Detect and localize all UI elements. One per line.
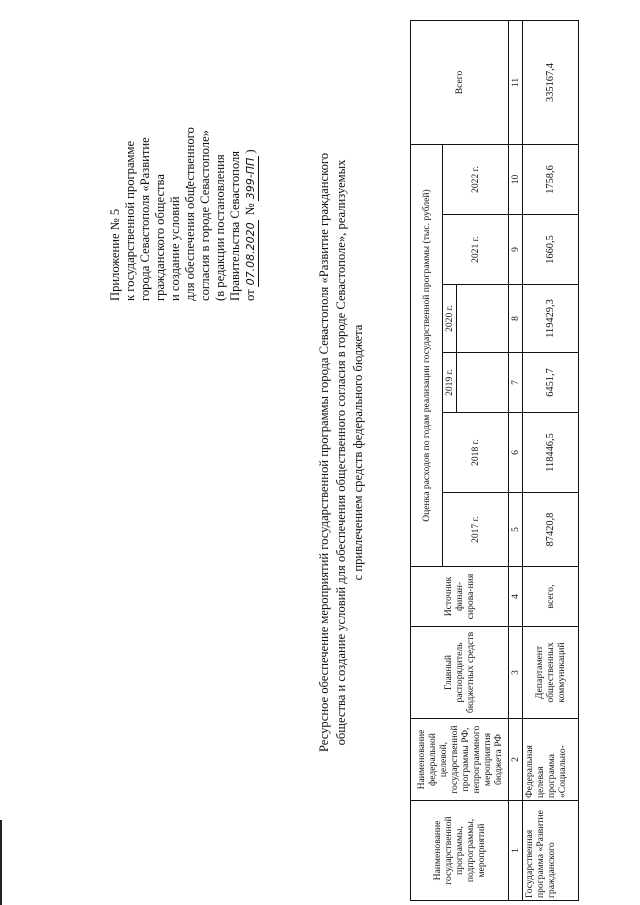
appendix-line: для обеспечения общественного xyxy=(183,127,197,301)
appendix-line: и создание условий xyxy=(168,196,182,301)
appendix-line: Правительства Севастополя xyxy=(228,150,242,301)
title-line: Ресурсное обеспечение мероприятий государственной программы города Севастополя «Развитие гражданского xyxy=(317,152,331,753)
appendix-line: (в редакции постановления xyxy=(213,154,227,301)
row-source: всего, xyxy=(523,567,579,627)
column-index: 7 xyxy=(509,353,523,413)
appendix-line: города Севастополя «Развитие xyxy=(138,137,152,301)
row-manager: Департамент общественных коммуникаций xyxy=(523,627,579,719)
column-index: 5 xyxy=(509,493,523,567)
from-prefix: от xyxy=(243,289,257,301)
column-index: 9 xyxy=(509,215,523,285)
resolution-date-line xyxy=(243,41,259,301)
header-year: 2021 г. xyxy=(443,215,509,285)
handwritten-date: 07.08.2020 xyxy=(244,222,257,286)
appendix-line: гражданского общества xyxy=(153,174,167,301)
title-line: общества и создание условий для обеспечения общественного согласия в городе Севастополе», реализуемых xyxy=(334,159,348,746)
column-index: 1 xyxy=(509,801,523,901)
row-value-2020: 119429,3 xyxy=(523,285,579,353)
header-year: 2022 г. xyxy=(443,145,509,215)
row-value-2022: 1758,6 xyxy=(523,145,579,215)
number-sign: № xyxy=(243,203,257,216)
appendix-line: Приложение № 5 xyxy=(108,208,122,301)
header-source: Источник финан-сирова-ния xyxy=(411,567,509,627)
column-index: 8 xyxy=(509,285,523,353)
column-index: 10 xyxy=(509,145,523,215)
row-value-2019: 6451,7 xyxy=(523,353,579,413)
header-total: Всего xyxy=(411,21,509,145)
handwritten-number: 399-ПП xyxy=(244,157,257,200)
appendix-line: к государственной программе xyxy=(123,140,137,301)
header-year: 2020 г. xyxy=(443,285,457,353)
row-total: 335167,4 xyxy=(523,21,579,145)
header-year: 2017 г. xyxy=(443,493,509,567)
row-value-2021: 1660,5 xyxy=(523,215,579,285)
row-value-2017: 87420,8 xyxy=(523,493,579,567)
row-federal-program: Федеральная целевая программа «Социально- xyxy=(523,719,579,801)
document-title xyxy=(316,0,367,905)
closing-paren: ) xyxy=(243,149,257,154)
appendix-line: согласия в городе Севастополе» xyxy=(198,130,212,301)
row-program-name: Государственная программа «Развитие гражданского xyxy=(523,801,579,901)
column-index: 2 xyxy=(509,719,523,801)
column-index: 11 xyxy=(509,21,523,145)
appendix-block xyxy=(108,41,259,301)
column-index: 4 xyxy=(509,567,523,627)
header-program: Наименование государственной программы, подпрограммы, мероприятий xyxy=(411,801,509,901)
header-year: 2019 г. xyxy=(443,353,457,413)
column-index: 3 xyxy=(509,627,523,719)
title-line: с привлечением средств федерального бюджета xyxy=(351,324,365,581)
column-index: 6 xyxy=(509,413,523,493)
row-value-2018: 118446,5 xyxy=(523,413,579,493)
header-year: 2018 г. xyxy=(443,413,509,493)
resource-table xyxy=(410,20,579,901)
header-year-spacer xyxy=(457,285,509,353)
header-estimate: Оценка расходов по годам реализации государственной программы (тыс. рублей) xyxy=(411,145,443,567)
header-year-spacer xyxy=(457,353,509,413)
header-manager: Главный распорядитель бюджетных средств xyxy=(411,627,509,719)
header-federal: Наименование федеральной целевой, государственной программы РФ, непрограммного мероприятия бюджета РФ xyxy=(411,719,509,801)
